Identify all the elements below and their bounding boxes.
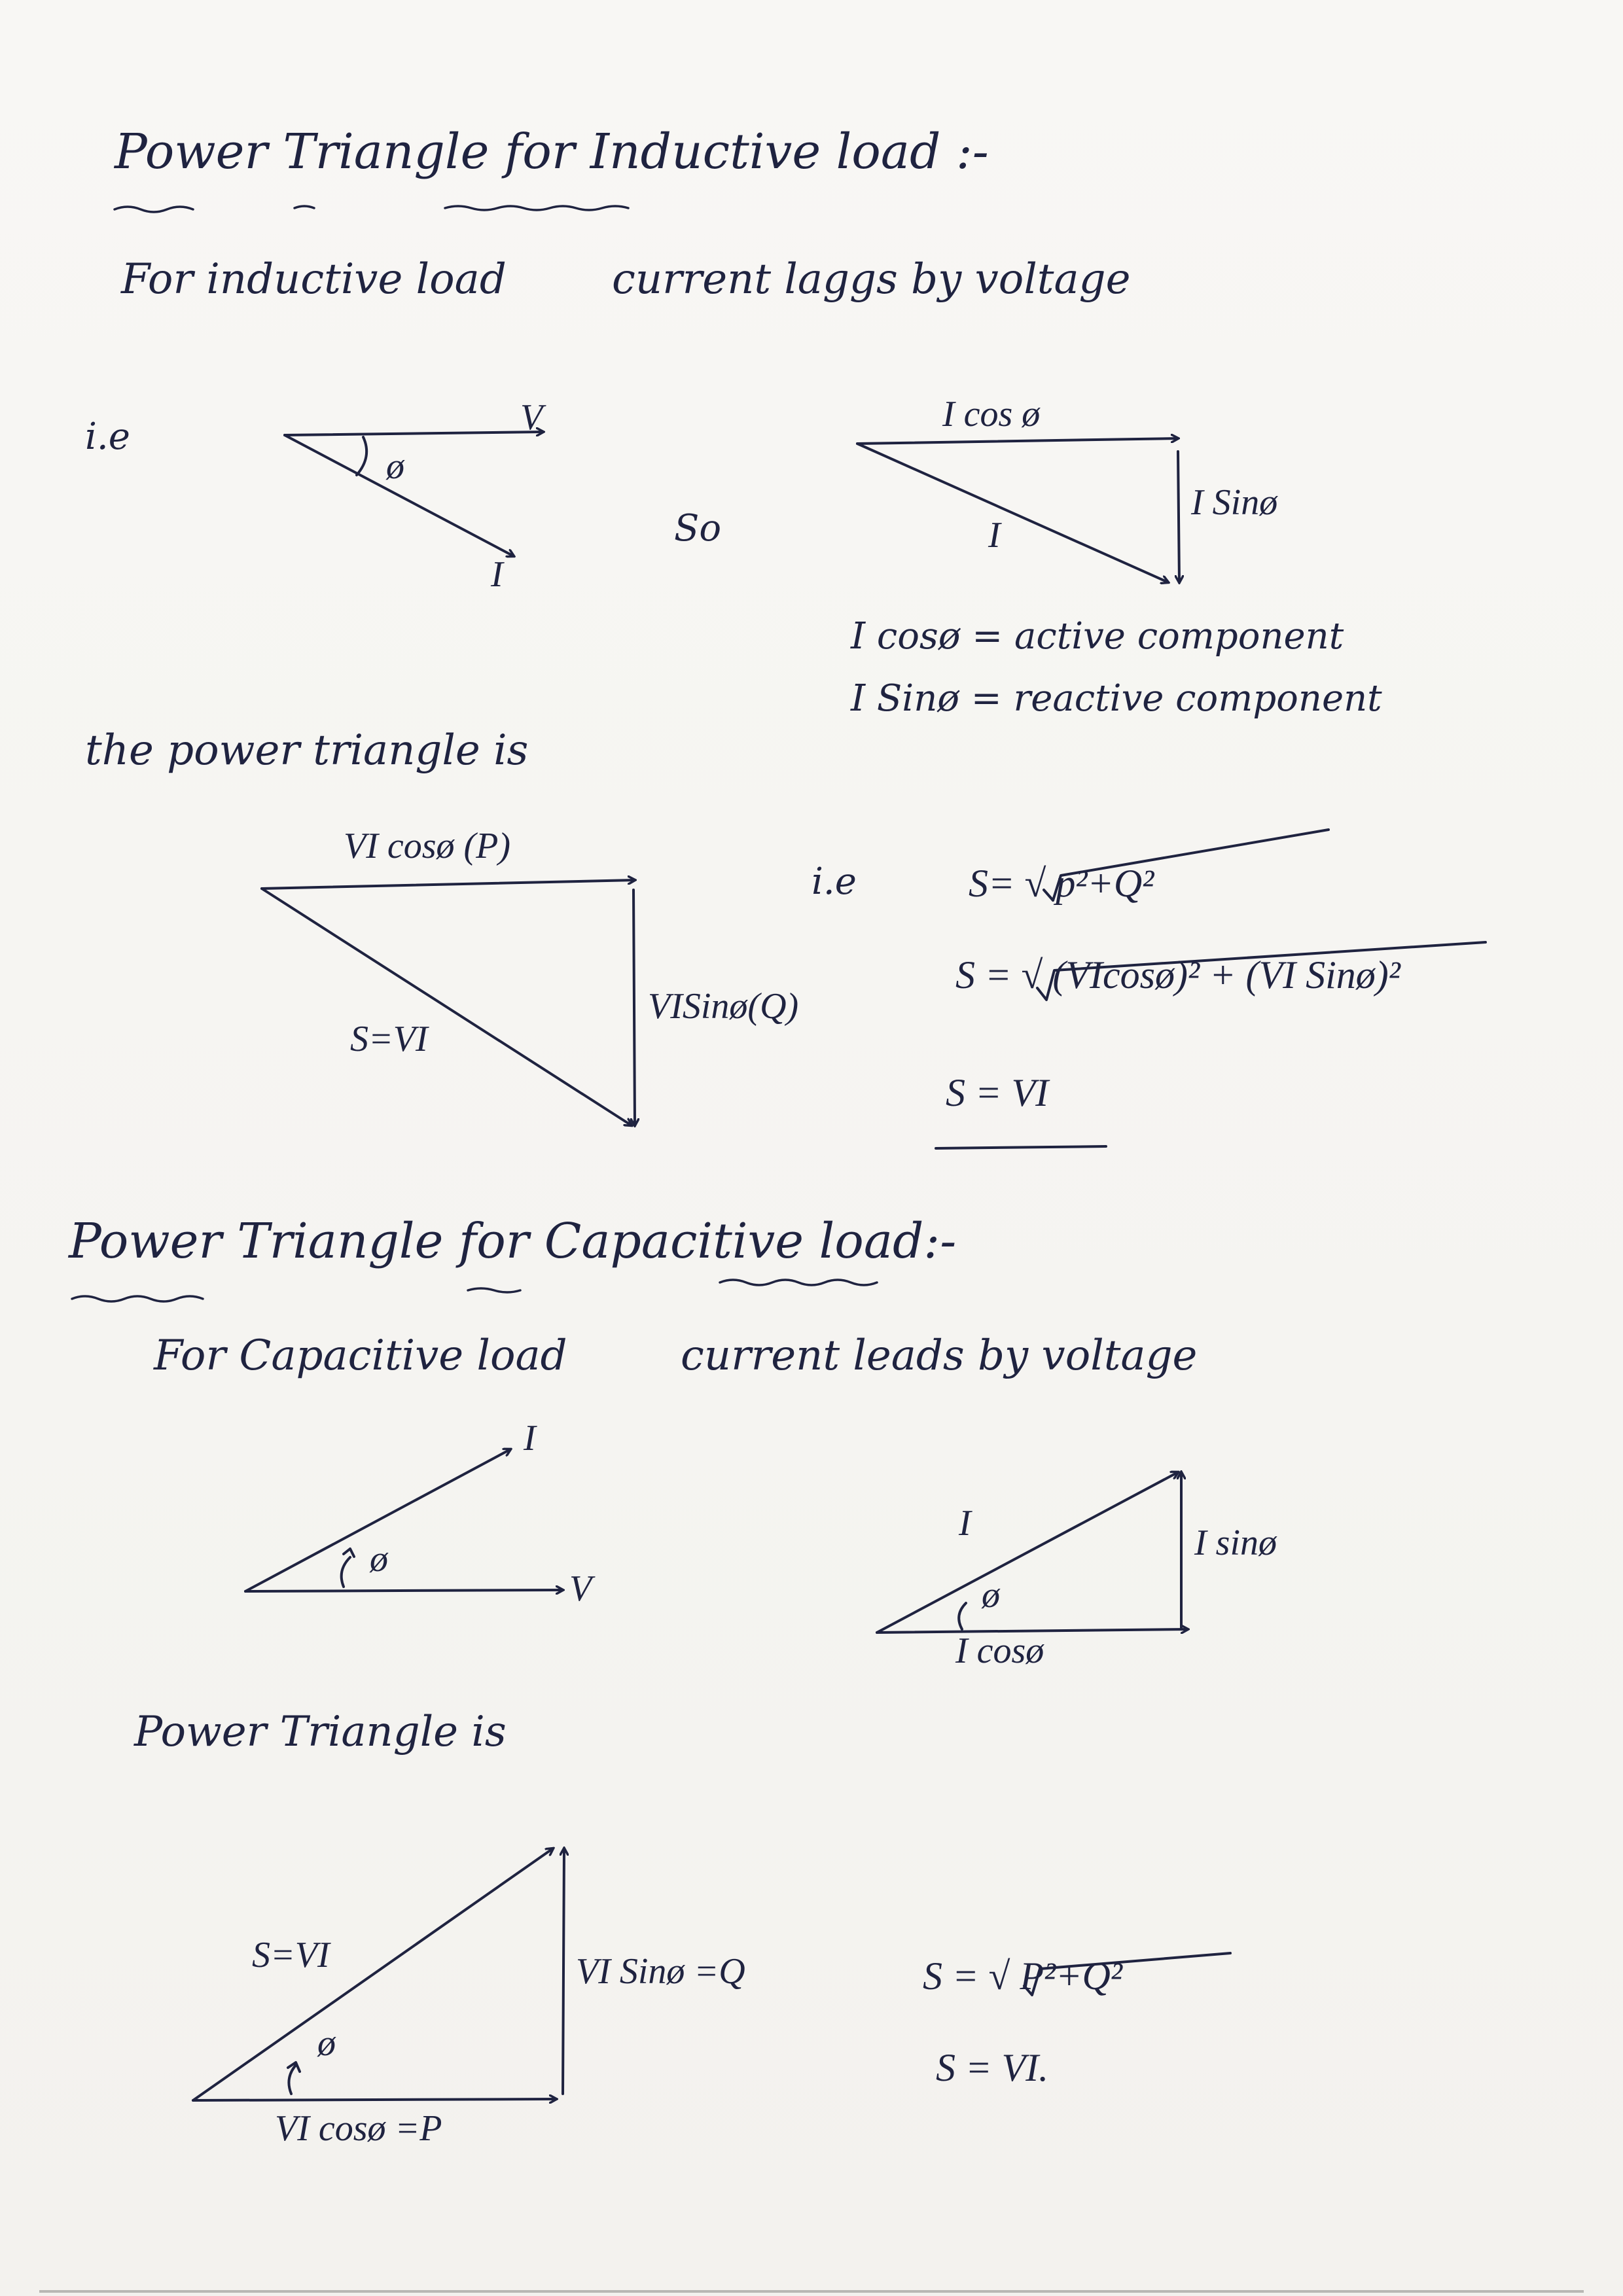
- section2-statement-left: For Capacitive load: [154, 1332, 567, 1380]
- section1-heading: Power Triangle for Inductive load :-: [115, 124, 989, 180]
- section1-pt-top-label: VI cosø (P): [344, 826, 511, 866]
- section1-statement-right: current laggs by voltage: [612, 255, 1131, 304]
- section2-statement-right: current leads by voltage: [681, 1332, 1198, 1380]
- section2-phasor-v-label: V: [569, 1568, 592, 1609]
- page-bottom-edge: [39, 2290, 1584, 2293]
- section2-power-triangle-intro: Power Triangle is: [134, 1708, 507, 1756]
- section1-so-label: So: [674, 507, 722, 550]
- section1-statement-left: For inductive load: [121, 255, 507, 304]
- section2-comp-hyp-label: I: [959, 1503, 971, 1544]
- section2-pt-hyp-label: S=VI: [252, 1935, 330, 1975]
- section2-comp-angle-label: ø: [982, 1575, 1000, 1616]
- section2-heading: Power Triangle for Capacitive load:-: [69, 1213, 957, 1269]
- section2-comp-bottom-label: I cosø: [955, 1631, 1044, 1671]
- section1-active-line: I cosø = active component: [851, 615, 1344, 658]
- section1-ie2-label: i.e: [812, 860, 857, 903]
- section1-comp-top-label: I cos ø: [942, 394, 1041, 434]
- section1-reactive-line: I Sinø = reactive component: [851, 677, 1382, 720]
- section2-comp-side-label: I sinø: [1194, 1523, 1277, 1563]
- section1-ie-label: i.e: [85, 415, 130, 458]
- section1-phasor-angle-label: ø: [386, 446, 404, 487]
- section1-comp-side-label: I Sinø: [1191, 482, 1278, 523]
- section1-phasor-v-label: V: [520, 397, 543, 438]
- section1-phasor-i-label: I: [491, 554, 503, 595]
- section2-pt-angle-label: ø: [317, 2023, 336, 2064]
- section2-pt-side-label: VI Sinø =Q: [576, 1951, 745, 1992]
- section1-power-triangle-intro: the power triangle is: [85, 726, 529, 775]
- section2-phasor-angle-label: ø: [370, 1539, 388, 1580]
- section2-eq2: S = VI.: [936, 2046, 1049, 2089]
- section2-phasor-i-label: I: [524, 1418, 536, 1458]
- section1-eq1: S= √ p²+Q²: [969, 862, 1154, 905]
- section1-comp-hyp-label: I: [988, 515, 1001, 556]
- section1-eq3: S = VI: [946, 1071, 1049, 1114]
- section1-pt-side-label: VISinø(Q): [648, 986, 799, 1027]
- section1-pt-hyp-label: S=VI: [350, 1019, 428, 1059]
- section2-eq1: S = √ P²+Q²: [923, 1954, 1122, 1998]
- section2-pt-bottom-label: VI cosø =P: [275, 2108, 442, 2149]
- section1-eq2: S = √ (VIcosø)² + (VI Sinø)²: [955, 953, 1400, 997]
